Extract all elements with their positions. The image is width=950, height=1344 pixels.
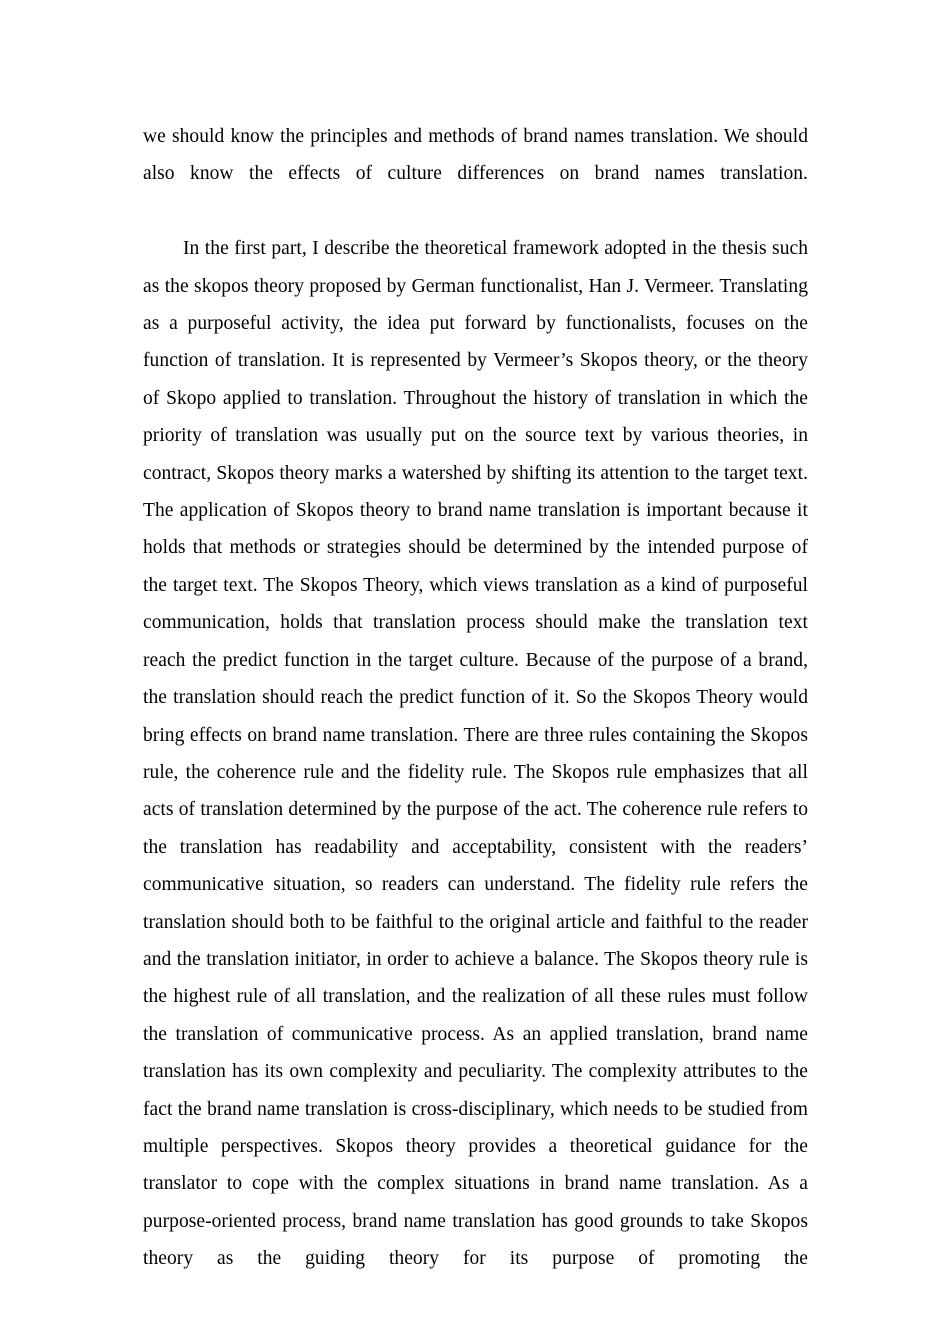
text-column xyxy=(143,118,808,1315)
paragraph-first-part: In the first part, I describe the theoretical framework adopted in the thesis such as the skopos theory proposed by German functionalist, Han J. Vermeer. Translating as a purposeful activity, the idea put forward by functionalists, focuses on the function of translation. It is represented by Vermeer’s Skopos theory, or the theory of Skopo applied to translation. Throughout the history of translation in which the priority of translation was usually put on the source text by various theories, in contract, Skopos theory marks a watershed by shifting its attention to the target text. The application of Skopos theory to brand name translation is important because it holds that methods or strategies should be determined by the intended purpose of the target text. The Skopos Theory, which views translation as a kind of purposeful communication, holds that translation process should make the translation text reach the predict function in the target culture. Because of the purpose of a brand, the translation should reach the predict function of it. So the Skopos Theory would bring effects on brand name translation. There are three rules containing the Skopos rule, the coherence rule and the fidelity rule. The Skopos rule emphasizes that all acts of translation determined by the purpose of the act. The coherence rule refers to the translation has readability and acceptability, consistent with the readers’ communicative situation, so readers can understand. The fidelity rule refers the translation should both to be faithful to the original article and faithful to the reader and the translation initiator, in order to achieve a balance. The Skopos theory rule is the highest rule of all translation, and the realization of all these rules must follow the translation of communicative process. As an applied translation, brand name translation has its own complexity and peculiarity. The complexity attributes to the fact the brand name translation is cross-disciplinary, which needs to be studied from multiple perspectives. Skopos theory provides a theoretical guidance for the translator to cope with the complex situations in brand name translation. As a purpose-oriented process, brand name translation has good grounds to take Skopos theory as the guiding theory for its purpose of promoting the xyxy=(143,238,808,1270)
paragraph-continuation: we should know the principles and methods of brand names translation. We should also know the effects of culture differences on brand names translation. xyxy=(143,126,808,185)
